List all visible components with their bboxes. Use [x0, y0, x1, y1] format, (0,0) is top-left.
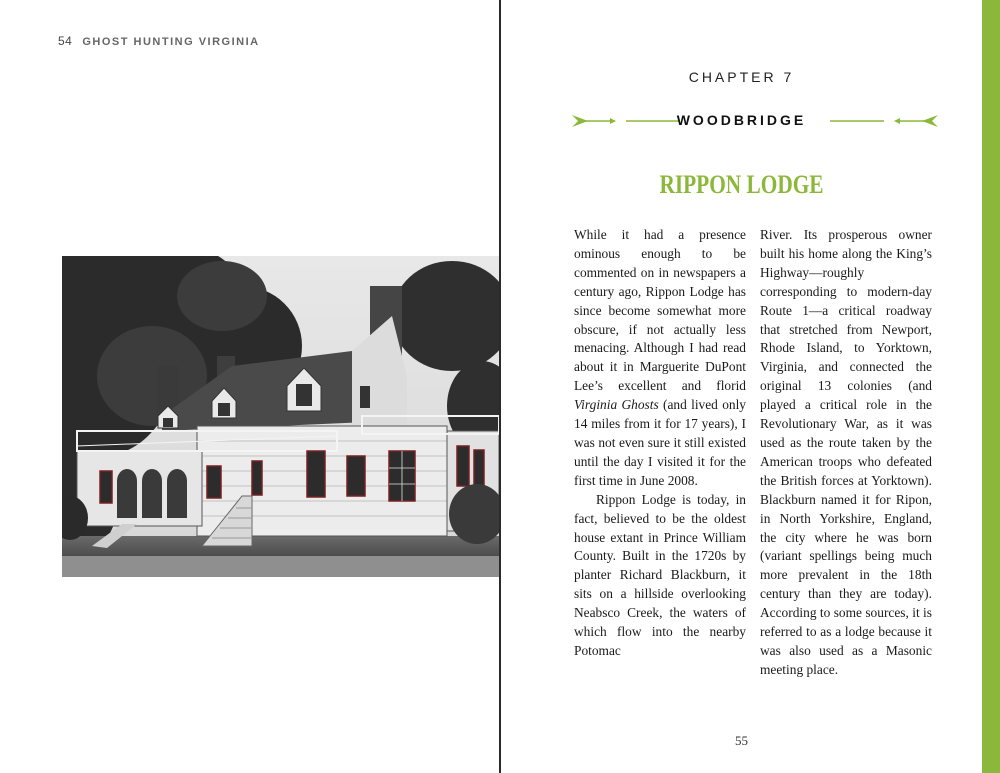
left-page: [0, 0, 499, 773]
rippon-lodge-photo: [62, 256, 499, 577]
chapter-label: CHAPTER 7: [688, 69, 795, 85]
page-number-left: 54: [58, 34, 73, 48]
book-title-italic: Virginia Ghosts: [574, 397, 659, 413]
body-paragraph: Rippon Lodge is today, in fact, believed to be the oldest house extant in Prince William County. Built in the 1720s by planter Richard Blackburn, it sits on a hillside overlooking Neabsco Creek, the waters of which flow into the nearby Potomac: [574, 491, 746, 658]
paragraph-text: While it had a presence ominous enough to be commented on in newspapers a century ago, Rippon Lodge has since become somewhat more obscure, if not actually less menacing. Although I had read about it in Marguerite DuPont Lee’s excellent and florid: [574, 227, 746, 394]
paragraph-text: (and lived only 14 miles from it for 17 years), I was not even sure it still existed until the day I visited it for the first time in June 2008.: [574, 397, 746, 488]
green-page-edge: [982, 0, 1000, 773]
text-column-1: [574, 226, 746, 661]
running-head: [58, 34, 260, 48]
page-number-right: 55: [735, 733, 748, 748]
body-paragraph: [574, 226, 746, 491]
body-paragraph: River. Its prosperous owner built his home along the King’s Highway—roughly corresponding to modern-day Route 1—a critical roadway that stretched from Newport, Rhode Island, to Yorktown, Virginia, and connected the original 13 colonies (and played a critical role in the Revolutionary War, as it was used as the route taken by the American troops who defeated the British forces at Yorktown). Blackburn named it for Ripon, in North Yorkshire, England, the city where he was born (variant spellings being much more prevalent in the 18th century than they are today). According to some sources, it is referred to as a lodge because it was also used as a Masonic meeting place.: [760, 227, 932, 677]
text-column-2: [760, 226, 932, 680]
book-title: GHOST HUNTING VIRGINIA: [82, 36, 260, 48]
section-title: RIPPON LODGE: [659, 170, 824, 199]
chapter-title: WOODBRIDGE: [676, 112, 807, 128]
